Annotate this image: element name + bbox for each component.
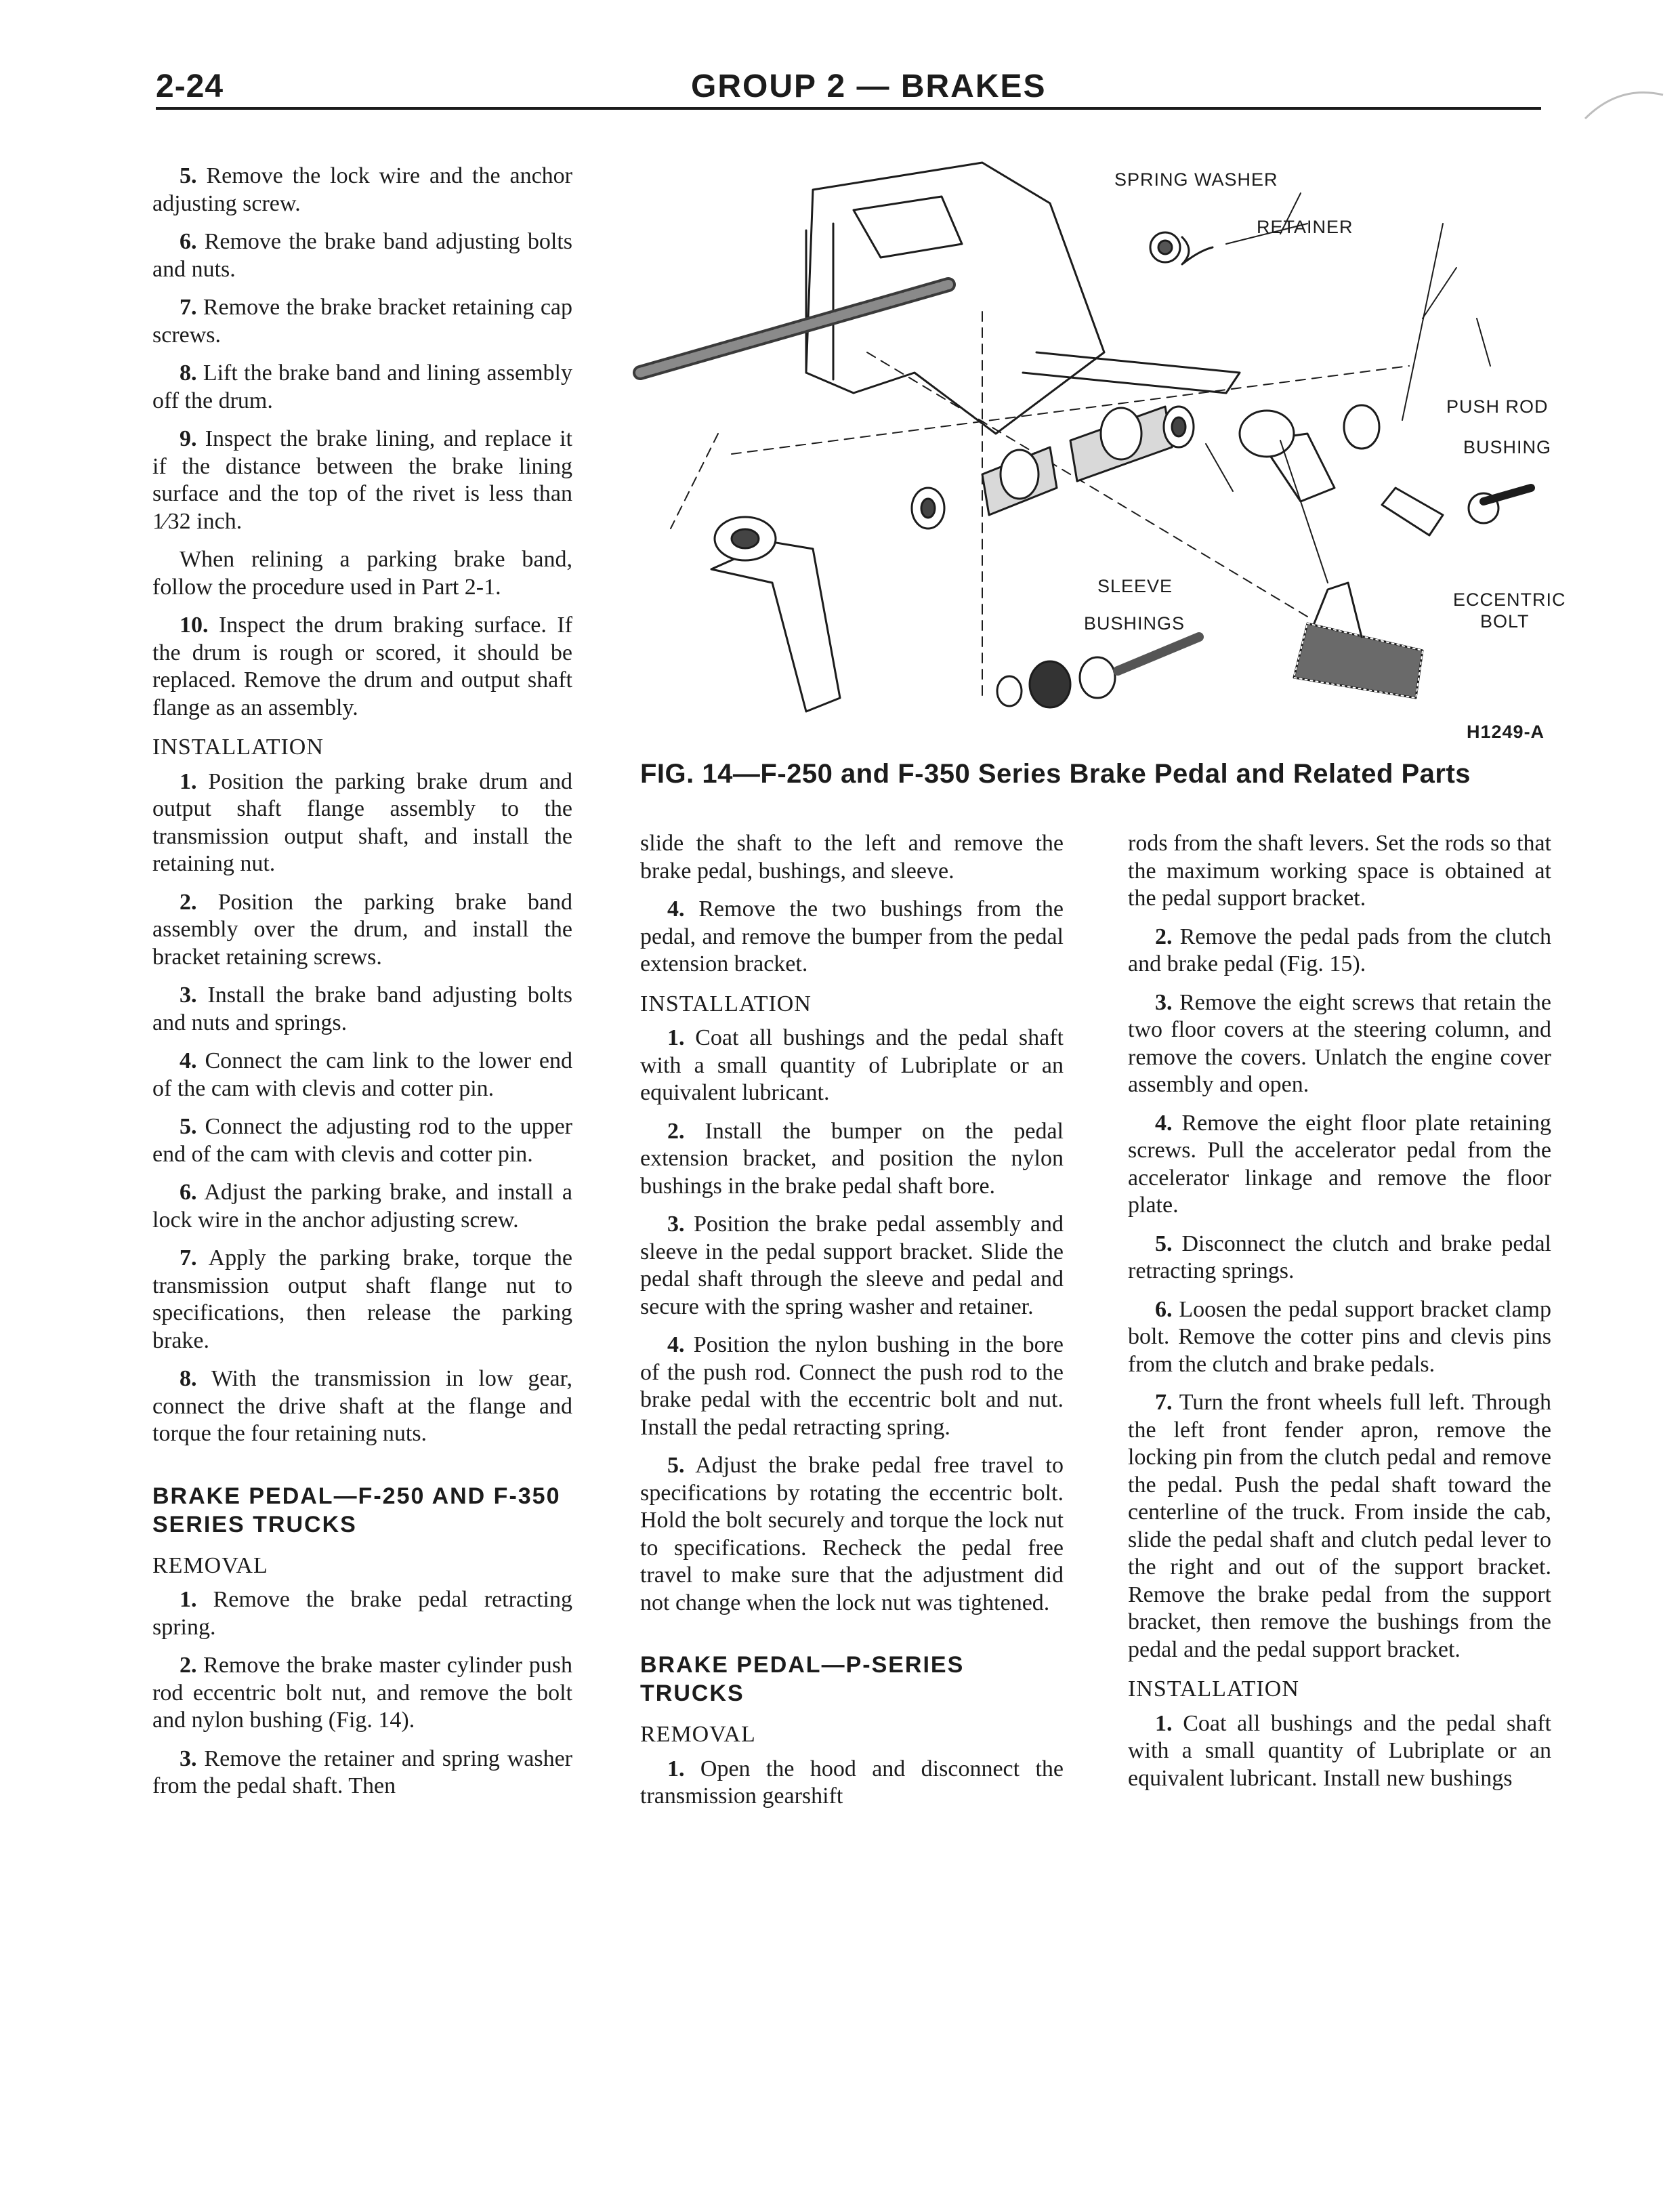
column-1 [152, 163, 572, 1811]
step-paragraph: 9. Inspect the brake lining, and replace it if the distance between the brake lining surface and the top of the rivet is less than 1⁄32 inch. [152, 426, 572, 534]
step-paragraph: 2. Install the bumper on the pedal extension bracket, and position the nylon bushings in the brake pedal shaft bore. [640, 1118, 1064, 1199]
continuation-paragraph: rods from the shaft levers. Set the rods so that the maximum working space is obtained at the pedal support bracket. [1128, 831, 1551, 911]
figure-caption: FIG. 14—F-250 and F-350 Series Brake Pedal and Related Parts [640, 759, 1471, 789]
step-paragraph: 3. Remove the eight screws that retain the two floor covers at the steering column, and remove the covers. Unlatch the engine cover assembly and open. [1128, 989, 1552, 1097]
label-spring-washer: SPRING WASHER [1114, 169, 1278, 190]
step-paragraph: 4. Remove the two bushings from the pedal, and remove the bumper from the pedal extension bracket. [640, 896, 1064, 976]
figure-brake-pedal [630, 149, 1565, 745]
step-paragraph: 3. Position the brake pedal assembly and sleeve in the pedal support bracket. Slide the pedal shaft through the sleeve and pedal and secure with the spring washer and retainer. [640, 1212, 1064, 1319]
step-paragraph: 5. Disconnect the clutch and brake pedal retracting springs. [1128, 1231, 1551, 1283]
label-bolt: BOLT [1480, 611, 1530, 632]
step-paragraph: 2. Remove the brake master cylinder push rod eccentric bolt nut, and remove the bolt and nylon bushing (Fig. 14). [152, 1653, 573, 1733]
step-paragraph: 1. Remove the brake pedal retracting spring. [152, 1587, 573, 1640]
label-eccentric: ECCENTRIC [1453, 590, 1566, 610]
label-sleeve: SLEEVE [1097, 576, 1173, 596]
step-paragraph: 5. Connect the adjusting rod to the upper end of the cam with clevis and cotter pin. [152, 1114, 572, 1167]
step-paragraph: 8. With the transmission in low gear, connect the drive shaft at the flange and torque the four retaining nuts. [152, 1366, 573, 1446]
removal-heading: REMOVAL [640, 1722, 756, 1747]
step-paragraph: 4. Position the nylon bushing in the bore of the push rod. Connect the push rod to the brake pedal with the eccentric bolt and nut. Install the pedal retracting spring. [640, 1332, 1064, 1440]
column-3 [1128, 830, 1551, 1803]
exploded-view-illustration [630, 149, 1565, 745]
step-paragraph: 5. Adjust the brake pedal free travel to specifications by rotating the eccentric bolt. Hold the bolt securely and torque the lock nut to specifications. Recheck the pedal free travel to make sure that the adjustment did not change when the lock nut was tightened. [640, 1453, 1064, 1615]
step-paragraph: 1. Position the parking brake drum and output shaft flange assembly to the transmission output shaft, and install the retaining nut. [152, 768, 572, 876]
label-bushing: BUSHING [1463, 437, 1552, 457]
step-paragraph: 4. Connect the cam link to the lower end of the cam with clevis and cotter pin. [152, 1048, 573, 1101]
step-paragraph: 6. Remove the brake band adjusting bolts and nuts. [152, 229, 572, 282]
step-paragraph: 8. Lift the brake band and lining assembly off the drum. [152, 360, 572, 413]
step-paragraph: 1. Coat all bushings and the pedal shaft with a small quantity of Lubriplate or an equivalent lubricant. Install new bushings [1128, 1710, 1551, 1791]
figure-code: H1249-A [1467, 722, 1545, 742]
step-paragraph: 10. Inspect the drum braking surface. If the drum is rough or scored, it should be replaced. Remove the drum and output shaft flange as an assembly. [152, 613, 573, 720]
installation-heading: INSTALLATION [640, 991, 812, 1016]
section-heading: BRAKE PEDAL—F-250 AND F-350 SERIES TRUCKS [152, 1483, 561, 1537]
step-paragraph: 3. Remove the retainer and spring washer from the pedal shaft. Then [152, 1746, 572, 1798]
note-paragraph: When relining a parking brake band, follow the procedure used in Part 2-1. [152, 547, 572, 600]
step-paragraph: 6. Loosen the pedal support bracket clamp bolt. Remove the cotter pins and clevis pins from the clutch and brake pedals. [1128, 1296, 1552, 1377]
page-corner-curl [1578, 81, 1666, 122]
step-paragraph: 2. Position the parking brake band assembly over the drum, and install the bracket retaining screws. [152, 889, 572, 970]
step-paragraph: 4. Remove the eight floor plate retaining screws. Pull the accelerator pedal from the accelerator linkage and remove the floor plate. [1128, 1110, 1552, 1218]
step-paragraph: 5. Remove the lock wire and the anchor adjusting screw. [152, 163, 572, 216]
label-push-rod: PUSH ROD [1446, 396, 1549, 417]
installation-heading: INSTALLATION [1128, 1676, 1299, 1701]
column-2 [640, 830, 1064, 1821]
running-head: GROUP 2 — BRAKES [691, 68, 1047, 104]
step-paragraph: 7. Apply the parking brake, torque the transmission output shaft flange nut to specifications, then release the parking brake. [152, 1245, 573, 1353]
step-paragraph: 3. Install the brake band adjusting bolts and nuts and springs. [152, 983, 572, 1035]
step-paragraph: 2. Remove the pedal pads from the clutch and brake pedal (Fig. 15). [1128, 924, 1552, 976]
continuation-paragraph: slide the shaft to the left and remove the brake pedal, bushings, and sleeve. [640, 831, 1064, 884]
installation-heading: INSTALLATION [152, 735, 324, 760]
step-paragraph: 1. Coat all bushings and the pedal shaft with a small quantity of Lubriplate or an equivalent lubricant. [640, 1025, 1064, 1105]
header-rule [156, 107, 1541, 110]
step-paragraph: 7. Remove the brake bracket retaining cap screws. [152, 295, 573, 348]
step-paragraph: 1. Open the hood and disconnect the transmission gearshift [640, 1756, 1064, 1809]
page-number: 2-24 [156, 68, 224, 104]
section-heading: BRAKE PEDAL—P-SERIES TRUCKS [640, 1652, 965, 1706]
step-paragraph: 7. Turn the front wheels full left. Through the left front fender apron, remove the locking pin from the clutch pedal and remove the pedal. Push the pedal shaft toward the centerline of the truck. From inside the cab, slide the pedal shaft and clutch pedal lever to the right and out of the support bracket. Remove the brake pedal from the support bracket, then remove the bushings from the pedal and the pedal support bracket. [1128, 1390, 1551, 1662]
step-paragraph: 6. Adjust the parking brake, and install a lock wire in the anchor adjusting screw. [152, 1180, 572, 1233]
label-retainer: RETAINER [1257, 217, 1353, 237]
removal-heading: REMOVAL [152, 1552, 268, 1578]
label-bushings: BUSHINGS [1084, 613, 1185, 634]
